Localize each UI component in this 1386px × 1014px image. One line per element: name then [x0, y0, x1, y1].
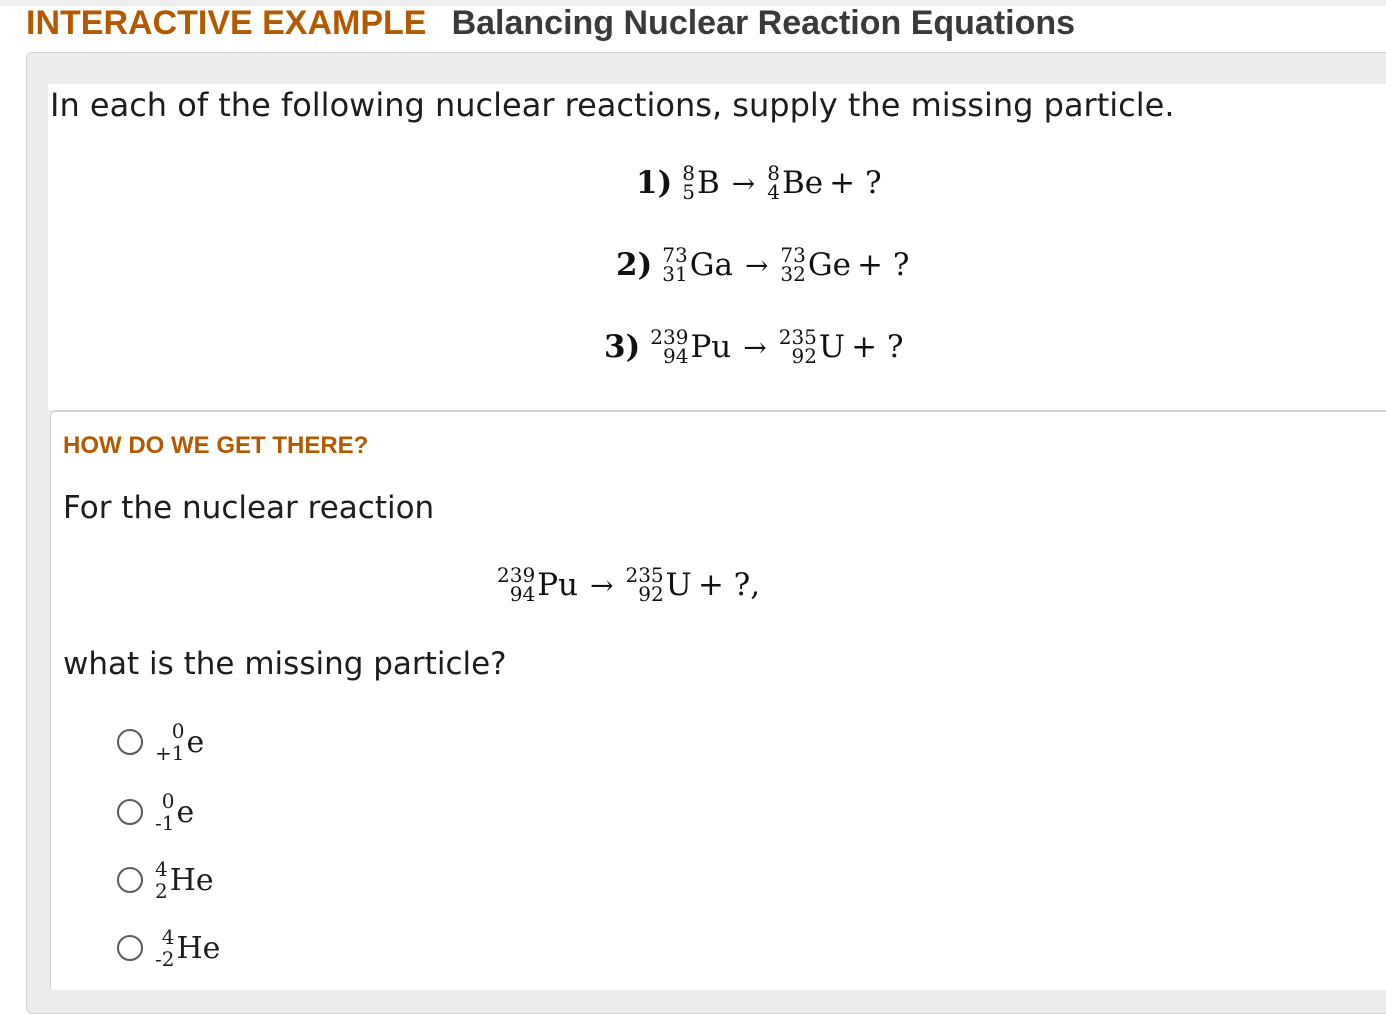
how-do-we-get-there-panel	[50, 410, 1386, 990]
mass-number: 73	[662, 243, 688, 267]
reactant-nuclide	[662, 243, 733, 286]
help-reaction	[497, 563, 766, 606]
mass-number: 239	[650, 325, 689, 349]
reaction-1	[636, 161, 888, 204]
mass-number: 235	[778, 325, 817, 349]
particle-symbol: He	[176, 930, 221, 966]
product-nuclide	[625, 563, 692, 606]
answer-option-helium-negative[interactable]	[117, 926, 220, 970]
answer-option-positron[interactable]	[117, 720, 204, 764]
mass-number: 8	[682, 161, 695, 185]
missing-particle: + ?	[829, 165, 882, 201]
reaction-3	[604, 325, 910, 368]
atomic-number: -2	[155, 947, 175, 971]
atomic-number: 94	[509, 582, 536, 606]
element-symbol: Be	[781, 165, 824, 201]
mass-number: 0	[171, 719, 185, 743]
atomic-number: 32	[780, 262, 806, 286]
interactive-example-tag: INTERACTIVE EXAMPLE	[26, 4, 427, 42]
missing-particle: + ?	[851, 329, 904, 365]
help-intro: For the nuclear reaction	[63, 490, 435, 526]
mass-number: 239	[497, 563, 536, 587]
reactant-nuclide	[650, 325, 732, 368]
reaction-2	[616, 243, 915, 286]
particle-symbol: e	[186, 724, 205, 760]
product-nuclide	[767, 161, 824, 204]
element-symbol: U	[818, 329, 846, 365]
particle-symbol: He	[169, 862, 214, 898]
help-question: what is the missing particle?	[63, 646, 507, 682]
question-panel	[48, 84, 1386, 410]
page-title: Balancing Nuclear Reaction Equations	[451, 4, 1076, 42]
reaction-number: 1)	[636, 165, 673, 201]
reaction-arrow: →	[731, 166, 756, 200]
product-nuclide	[778, 325, 846, 368]
element-symbol: U	[665, 567, 692, 603]
atomic-number: 92	[638, 582, 664, 606]
element-symbol: Ge	[807, 247, 851, 283]
mass-number: 235	[625, 563, 664, 587]
question-prompt: In each of the following nuclear reactions, supply the missing particle.	[50, 86, 1175, 124]
reaction-arrow: →	[744, 248, 769, 282]
mass-number: 73	[780, 243, 806, 267]
option-nuclide	[155, 720, 204, 764]
radio-button[interactable]	[117, 729, 143, 755]
element-symbol: Pu	[537, 567, 579, 603]
mass-number: 4	[161, 925, 175, 949]
atomic-number: 2	[155, 879, 168, 903]
atomic-number: 31	[662, 262, 688, 286]
reaction-arrow: →	[743, 330, 767, 364]
answer-option-electron[interactable]	[117, 790, 194, 834]
reactant-nuclide	[497, 563, 579, 606]
missing-particle: + ?	[856, 247, 910, 283]
mass-number: 0	[161, 789, 175, 813]
missing-particle: + ?,	[697, 567, 761, 603]
reaction-number: 3)	[604, 329, 641, 365]
atomic-number: -1	[155, 811, 175, 835]
atomic-number: 92	[791, 344, 817, 368]
atomic-number: +1	[155, 741, 185, 765]
answer-option-alpha[interactable]	[117, 858, 214, 902]
reactant-nuclide	[682, 161, 720, 204]
product-nuclide	[780, 243, 851, 286]
atomic-number: 4	[767, 180, 780, 204]
element-symbol: B	[696, 165, 720, 201]
radio-button[interactable]	[117, 935, 143, 961]
mass-number: 4	[155, 857, 168, 881]
option-nuclide	[155, 926, 220, 970]
radio-button[interactable]	[117, 799, 143, 825]
reaction-number: 2)	[616, 247, 653, 283]
element-symbol: Pu	[690, 329, 732, 365]
option-nuclide	[155, 858, 214, 902]
atomic-number: 94	[662, 344, 689, 368]
particle-symbol: e	[176, 794, 195, 830]
mass-number: 8	[767, 161, 780, 185]
element-symbol: Ga	[689, 247, 733, 283]
option-nuclide	[155, 790, 194, 834]
page-header	[26, 4, 1075, 48]
help-heading: HOW DO WE GET THERE?	[63, 432, 369, 459]
reaction-arrow: →	[590, 568, 614, 602]
atomic-number: 5	[682, 180, 695, 204]
radio-button[interactable]	[117, 867, 143, 893]
